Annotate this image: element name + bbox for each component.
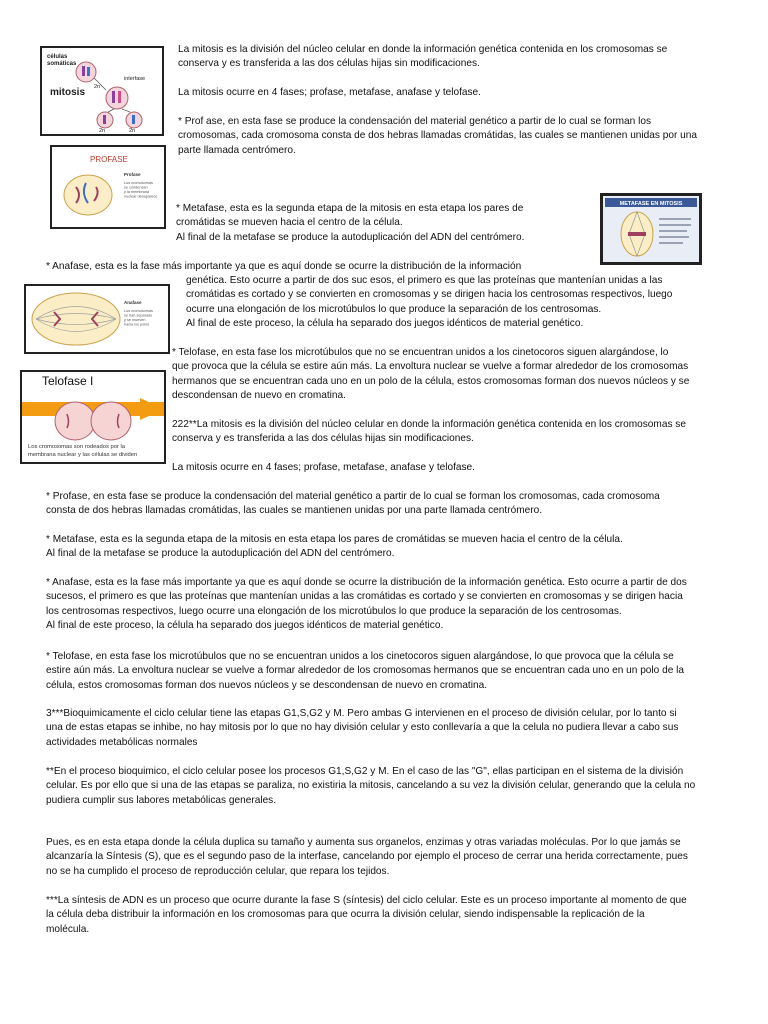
paragraph-profase-repeat: * Profase, en esta fase se produce la condensación del material genético a partir de lo cual se forman los cromosomas, cada cromosoma consta de dos hebras llamadas cromátidas, las cuales se mantienen unidas por una parte llamada centrómero. [46,491,660,517]
anafase-diagram [24,284,170,354]
paragraph-metafase: * Metafase, esta es la segunda etapa de la mitosis en esta etapa los pares de cromátidas se mueven hacia el centro de la célula. Al final de la metafase se produce la autoduplicación del ADN del centrómero. [176,203,525,243]
paragraph-mitosis-phases-repeat: La mitosis ocurre en 4 fases; profase, metafase, anafase y telofase. [172,462,475,473]
daughter-cells-illustration [97,112,142,128]
paragraph-telofase-repeat: * Telofase, en esta fase los microtúbulos que no se encuentran unidos a los cinetocoros siguen alargándose, lo que provoca que la célula se estire aún más. La envoltura nuclear se vuelve a formar alrededor de los cromosomas hermanos que se encuentran cada uno en un polo de la célula, estos cromosomas forman dos nuevos núcleos y se descondensan de nuevo en cromatina. [46,651,684,691]
dividing-cell-illustration [106,87,128,109]
mitosis-label-interfase: interfase [124,76,146,82]
profase-caption-head: Profase [124,172,141,177]
paragraph-biochemical-process: **En el proceso bioquimico, el ciclo celular posee los procesos G1,S,G2 y M. En el caso de las "G", ellas participan en el sistema de la división celular. Es por ello que si una de las etapas se paraliza, no existiria la mitosis, cancelando a su vez la división celular, generando que la celula no pudiera cumplir sus labores metabólicas generales. [46,766,696,806]
paragraph-anafase-repeat: * Anafase, esta es la fase más importante ya que es aquí donde se ocurre la distribución de la información genética. Esto ocurre a partir de dos sucesos, el primero es que las proteínas que mantenían unidas a las cromátidas es cortado y se convierten en cromosomas y se dirigen hacia los centrosomas respectivos, luego ocurre una elongación de los microtúbulos lo que produce la separación de los centrosomas. Al final de este proceso, la célula ha separado dos juegos idénticos de material genético. [46,577,687,632]
mitosis-label-2n-top: 2n [94,84,101,90]
paragraph-mitosis-definition: La mitosis es la división del núcleo celular en donde la información genética contenida en los cromosomas se conserva y es transferida a las dos células hijas sin modificaciones. [178,44,668,70]
paragraph-dna-synthesis: ***La síntesis de ADN es un proceso que ocurre durante la fase S (síntesis) del ciclo celular. Este es un proceso importante al momento de que la célula deba distribuir la información en los cromosomas para que ocurra la división celular, siendo indispensable la replicación de la molécula. [46,895,687,935]
paragraph-cell-growth: Pues, es en esta etapa donde la célula duplica su tamaño y aumenta sus organelos, enzimas y otras variadas moléculas. Por lo que jamás se alcanzaría la Síntesis (S), que es el segundo paso de la interfase, cancelando por ejemplo el proceso de cerrar una herida correctamente, pues no se ha cumplido el proceso de reproducción celular, que repara los tejidos. [46,837,688,877]
telofase-caption: Los cromosomas son rodeados por la membrana nuclear y las células se dividen [28,444,138,458]
paragraph-3-biochemical-cycle: 3***Bioquimicamente el ciclo celular tiene las etapas G1,S,G2 y M. Pero ambas G intervienen en el proceso de división celular, por lo tanto si una de estas etapas se inhibe, no hay mitosis por lo que no hay división celular y esto conllevaría a que la celula no pudiera llevar a cabo sus actividades metabólicas normales [46,708,679,748]
mitosis-label-main: mitosis [50,87,86,98]
mitosis-label-somatic: células somáticas [47,54,77,68]
anafase-caption-body: Los cromosomas se han separado y se mueven hacia los polos [124,309,153,327]
paragraph-mitosis-phases: La mitosis ocurre en 4 fases; profase, metafase, anafase y telofase. [178,87,481,98]
parent-cell-illustration [76,62,96,82]
profase-caption-body: Los cromosomas se condensan y la membrana nuclear desaparece [124,181,158,199]
telofase-title: Telofase I [42,374,94,388]
paragraph-telofase: * Telofase, en esta fase los microtúbulos que no se encuentran unidos a los cinetocoros siguen alargándose, lo que provoca que la célula se estire aún más. La envoltura nuclear se vuelve a formar alrededor de los cromosomas hermanos que se encuentran cada uno en un polo de la célula, estos cromosomas forman dos nuevos núcleos y se descondensan de nuevo en cromatina. [172,347,690,402]
paragraph-metafase-repeat: * Metafase, esta es la segunda etapa de la mitosis en esta etapa los pares de cromátidas se mueven hacia el centro de la célula. Al final de la metafase se produce la autoduplicación del ADN del centrómero. [46,534,623,560]
profase-title: PROFASE [90,155,128,164]
paragraph-profase: * Prof ase, en esta fase se produce la condensación del material genético a partir de lo cual se forman los cromosomas, cada cromosoma consta de dos hebras llamadas cromátidas, las cuales se mantienen unidas por una parte llamada centrómero. [178,116,697,156]
profase-diagram [50,145,166,229]
mitosis-diagram [40,46,164,136]
metafase-diagram [600,193,702,265]
mitosis-label-2n-right: 2n [129,128,136,134]
paragraph-anafase-body: genética. Esto ocurre a partir de dos suc esos, el primero es que las proteínas que mantenían unidas a las cromátidas es cortado y se convierten en cromosomas y se dirigen hacia los centrosomas respectivos, luego ocurre una elongación de los microtúbulos lo que produce la separación de los centrosomas. Al final de este proceso, la célula ha separado dos juegos idénticos de material genético. [186,275,673,330]
anafase-caption-head: Anafase [124,300,142,305]
paragraph-222-mitosis-definition: 222**La mitosis es la división del núcleo celular en donde la información genética contenida en los cromosomas se conserva y es transferida a las dos células hijas sin modificaciones. [172,419,686,445]
metafase-banner: METAFASE EN MITOSIS [619,201,683,207]
telofase-diagram [20,370,166,464]
paragraph-anafase-lead: * Anafase, esta es la fase más importante ya que es aquí donde se ocurre la distribución de la información [46,261,522,272]
mitosis-label-2n-left: 2n [99,128,106,134]
